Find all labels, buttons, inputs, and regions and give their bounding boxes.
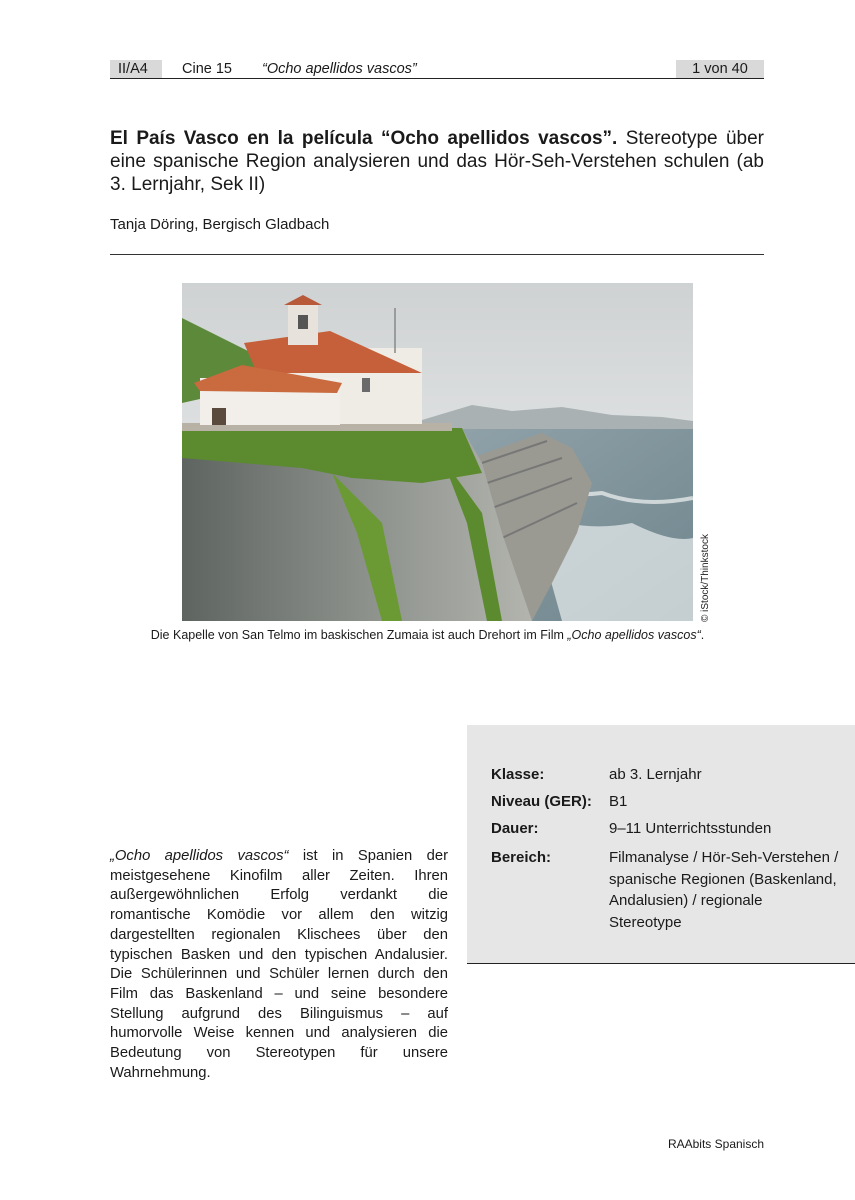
info-value: Filmanalyse / Hör-Seh-Verstehen / spanische Regionen (Baskenland, Andalusien) / regionale Stereotype [609,849,839,931]
info-key: Dauer: [491,820,539,837]
info-value: ab 3. Lernjahr [609,766,702,783]
info-value: 9–11 Unterrichtsstunden [609,820,772,837]
divider [110,254,764,255]
chapel-photo [182,283,693,621]
page-header [110,60,764,79]
caption-film-title: „Ocho apellidos vascos“ [567,628,701,642]
caption-end: . [700,628,705,642]
photo-credit: © iStock/Thinkstock [700,534,711,622]
info-key: Niveau (GER): [491,793,592,810]
film-title: “Ocho apellidos vascos” [262,61,417,77]
unit-code: II/A4 [110,60,162,78]
publisher-footer: RAAbits Spanisch [667,1137,764,1151]
title-bold: El País Vasco en la película “Ocho apellidos vascos”. [110,128,618,149]
title-subtitle: Stereotype über eine spanische Region analysieren und das Hör-Seh-Verstehen schulen (ab 3. Lernjahr, Sek II) [110,128,764,195]
series-name: Cine 15 [182,61,232,77]
caption-text: Die Kapelle von San Telmo im baskischen Zumaia ist auch Drehort im Film [150,628,568,642]
intro-paragraph [110,847,448,1083]
page-number: 1 von 40 [676,60,764,78]
intro-text: ist in Spanien der meistgesehene Kinofilm aller Zeiten. Ihren außergewöhnlichen Erfolg verdankt die romantische Komödie vor allem den witzig dargestellten regionalen Klischees über den typischen Basken und den typischen Andalusier. Die Schülerinnen und Schüler lernen durch den Film das Baskenland – und seine besondere Stellung aufgrund des Bilinguismus – auf humorvolle Weise kennen und analysieren die Bedeutung von Stereotypen für unsere Wahrnehmung. [110,848,448,1081]
author: Tanja Döring, Bergisch Gladbach [110,216,330,233]
document-title [110,127,764,196]
info-key: Klasse: [491,766,545,783]
info-key: Bereich: [491,849,552,866]
photo-caption [0,627,855,643]
course-info-box [467,725,855,964]
info-value: B1 [609,793,628,810]
intro-film-title: „Ocho apellidos vascos“ [110,848,289,864]
